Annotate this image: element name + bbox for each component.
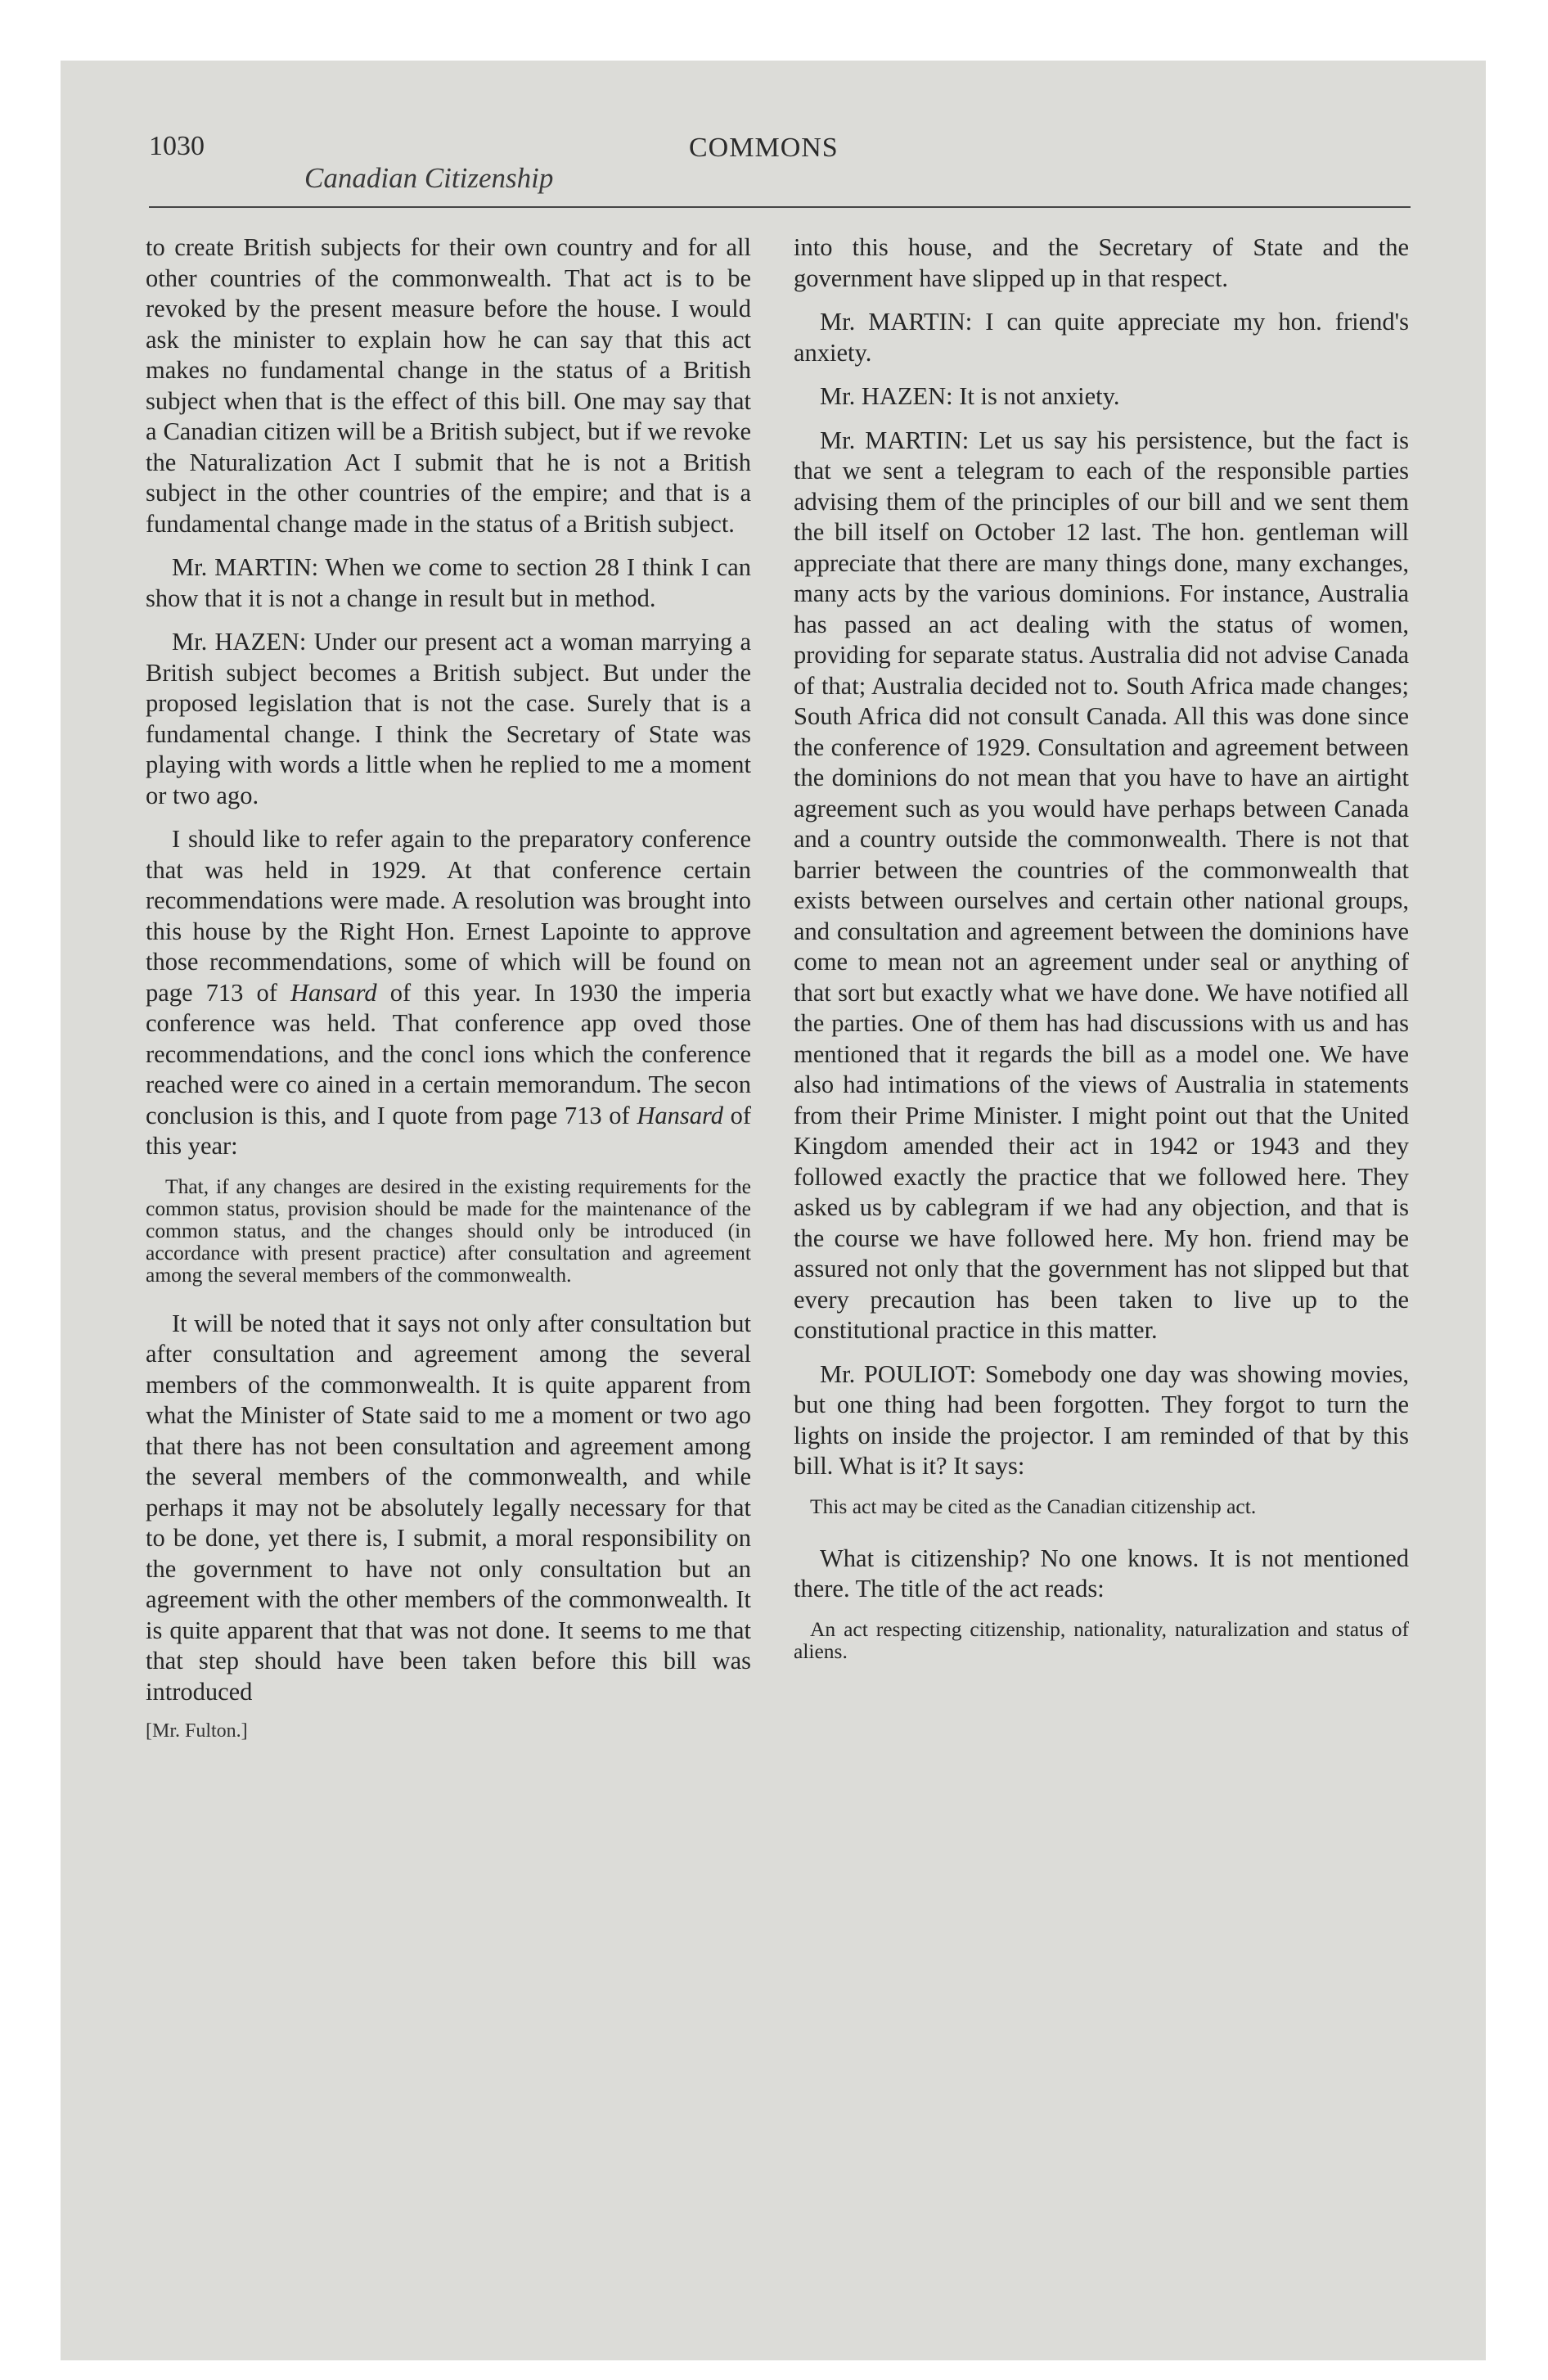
paragraph: Mr. HAZEN: Under our present act a woman marrying a British subject becomes a British subject. But under the proposed legislation that is not the case. Surely that is a fundamental change. I think the Secretary of State was playing with words a little when he replied to me a moment or two ago. [146,628,751,809]
paragraph: into this house, and the Secretary of State and the government have slipped up in that respect. [794,233,1409,292]
section-title: Canadian Citizenship [304,162,554,194]
paragraph: Mr. MARTIN: Let us say his persistence, but the fact is that we sent a telegram to each of the responsible parties advising them of the principles of our bill and we sent them the bill itself on October 12 last. The hon. gentleman will appreciate that there are many things done, many exchanges, many acts by the various dominions. For instance, Australia has passed an act dealing with the status of women, providing for separate status. Australia did not advise Canada of that; Australia decided not to. South Africa made changes; South Africa did not consult Canada. All this was done since the conference of 1929. Consultation and agreement between the dominions do not mean that you have to have an airtight agreement such as you would have perhaps between Canada and a country outside the commonwealth. There is not that barrier between the countries of the commonwealth that exists between ourselves and certain other national groups, and consultation and agreement between the dominions have come to mean not an agreement under seal or anything of that sort but exactly what we have done. We have notified all the parties. One of them has had discussions with us and has mentioned that it regards the bill as a model one. We have also had intimations of the views of Australia in statements from their Prime Minister. I might point out that the United Kingdom amended their act in 1942 or 1943 and they followed exactly the practice that we followed here. They asked us by cablegram if we had any objection, and that is the course we have followed here. My hon. friend may be assured not only that the government has not slipped but that every precaution has been taken to live up to the constitutional practice in this matter. [794,426,1409,1344]
paragraph: Mr. POULIOT: Somebody one day was showing movies, but one thing had been forgotten. They forgot to turn the lights on inside the projector. I am reminded of that by this bill. What is it? It says: [794,1359,1409,1480]
left-column [146,232,751,1742]
paragraph: Mr. MARTIN: When we come to section 28 I think I can show that it is not a change in result but in method. [146,553,751,612]
paragraph: Mr. MARTIN: I can quite appreciate my hon. friend's anxiety. [794,308,1409,367]
block-quote: An act respecting citizenship, nationality, naturalization and status of aliens. [794,1616,1409,1663]
paragraph: to create British subjects for their own country and for all other countries of the commonwealth. That act is to be revoked by the present measure before the house. I would ask the minister to explain how he can say that this act makes no fundamental change in the status of a British subject when that is the effect of this bill. One may say that a Canadian citizen will be a British subject, but if we revoke the Naturalization Act I submit that he is not a British subject in the other countries of the empire; and that is a fundamental change made in the status of a British subject. [146,233,751,538]
hansard-reference: Hansard [637,1101,723,1129]
paragraph: What is citizenship? No one knows. It is not mentioned there. The title of the act reads: [794,1544,1409,1602]
paragraph: It will be noted that it says not only after consultation but after consultation and agreement among the several members of the commonwealth. It is quite apparent from what the Minister of State said to me a moment or two ago that there has not been consultation and agreement among the several members of the commonwealth, and while perhaps it may not be absolutely legally necessary for that to be done, yet there is, I submit, a moral responsibility on the government to have not only consultation but an agreement with the other members of the commonwealth. It is quite apparent that that was not done. It seems to me that that step should have been taken before this bill was introduced [146,1309,751,1706]
page-header [149,131,1411,221]
text-run: of this year: [146,1101,751,1160]
text-run: of this year. In 1930 the imperia conference was held. That conference app oved those recommendations, and the concl ions which the conference reached were co ained in a certain memorandum. The secon conclusion is this, and I quote from page 713 of [146,978,752,1129]
speaker-footer: [Mr. Fulton.] [146,1720,248,1742]
block-quote: This act may be cited as the Canadian citizenship act. [810,1494,1257,1518]
paragraph [146,824,751,1162]
chamber-title: COMMONS [689,133,839,163]
hansard-reference: Hansard [290,978,377,1007]
page-number: 1030 [149,131,205,161]
text-run: I should like to refer again to the preparatory conference that was held in 1929. At that conference certain recommendations were made. A resolution was brought into this house by the Right Hon. Ernest Lapointe to approve those recommendations, some of which will be found on page 713 of [146,825,751,1007]
block-quote: That, if any changes are desired in the existing requirements for the common status, provision should be made for the maintenance of the common status, and the changes should only be introduced (in accordance with present practice) after consultation and agreement among the several members of the commonwealth. [146,1174,751,1287]
paragraph: Mr. HAZEN: It is not anxiety. [820,382,1120,410]
right-column [794,232,1409,1677]
header-rule [149,206,1411,208]
